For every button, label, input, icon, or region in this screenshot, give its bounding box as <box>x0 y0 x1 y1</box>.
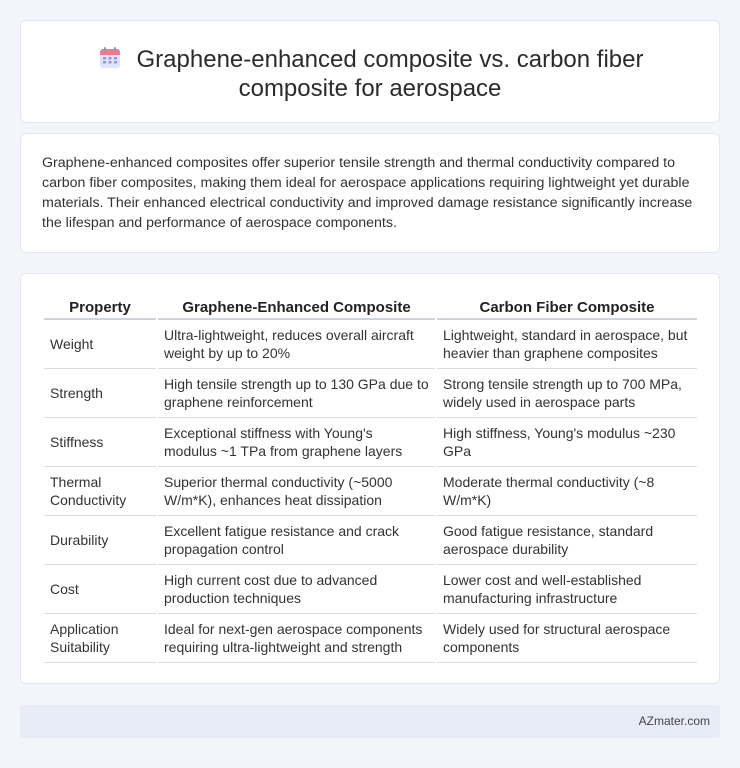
graphene-cell: High current cost due to advanced production techniques <box>158 565 435 614</box>
header-property: Property <box>44 292 156 320</box>
carbon-fiber-cell: Strong tensile strength up to 700 MPa, widely used in aerospace parts <box>437 369 697 418</box>
carbon-fiber-cell: Widely used for structural aerospace components <box>437 614 697 663</box>
carbon-fiber-cell: Lower cost and well-established manufacturing infrastructure <box>437 565 697 614</box>
table-row <box>44 369 697 418</box>
title-card <box>20 20 720 123</box>
title-line-1: Graphene-enhanced composite vs. carbon fiber <box>136 46 644 73</box>
page-title <box>21 45 719 103</box>
footer-bar <box>20 705 720 738</box>
summary-card <box>20 133 720 253</box>
property-cell: Durability <box>44 516 156 565</box>
carbon-fiber-cell: Good fatigue resistance, standard aerospace durability <box>437 516 697 565</box>
table-row <box>44 320 697 369</box>
carbon-fiber-cell: High stiffness, Young's modulus ~230 GPa <box>437 418 697 467</box>
property-cell: Application Suitability <box>44 614 156 663</box>
property-cell: Thermal Conductivity <box>44 467 156 516</box>
footer-brand[interactable]: AZmater.com <box>638 714 710 728</box>
table-row <box>44 418 697 467</box>
graphene-cell: High tensile strength up to 130 GPa due to graphene reinforcement <box>158 369 435 418</box>
table-row <box>44 516 697 565</box>
table-row <box>44 565 697 614</box>
graphene-cell: Superior thermal conductivity (~5000 W/m*K), enhances heat dissipation <box>158 467 435 516</box>
graphene-cell: Ideal for next-gen aerospace components requiring ultra-lightweight and strength <box>158 614 435 663</box>
table-header-row <box>44 292 697 320</box>
summary-text: Graphene-enhanced composites offer superior tensile strength and thermal conductivity compared to carbon fiber composites, making them ideal for aerospace applications requiring lightweight yet durable materials. Their enhanced electrical conductivity and improved damage resistance significantly increase the lifespan and performance of aerospace components. <box>42 155 693 231</box>
table-row <box>44 467 697 516</box>
carbon-fiber-cell: Lightweight, standard in aerospace, but heavier than graphene composites <box>437 320 697 369</box>
property-cell: Cost <box>44 565 156 614</box>
property-cell: Strength <box>44 369 156 418</box>
comparison-card <box>20 273 720 684</box>
graphene-cell: Excellent fatigue resistance and crack propagation control <box>158 516 435 565</box>
header-graphene: Graphene-Enhanced Composite <box>158 292 435 320</box>
property-cell: Weight <box>44 320 156 369</box>
header-carbon-fiber: Carbon Fiber Composite <box>437 292 697 320</box>
title-line-2: composite for aerospace <box>238 75 502 102</box>
comparison-table <box>42 292 699 663</box>
graphene-cell: Ultra-lightweight, reduces overall aircraft weight by up to 20% <box>158 320 435 369</box>
graphene-cell: Exceptional stiffness with Young's modulus ~1 TPa from graphene layers <box>158 418 435 467</box>
carbon-fiber-cell: Moderate thermal conductivity (~8 W/m*K) <box>437 467 697 516</box>
property-cell: Stiffness <box>44 418 156 467</box>
table-row <box>44 614 697 663</box>
